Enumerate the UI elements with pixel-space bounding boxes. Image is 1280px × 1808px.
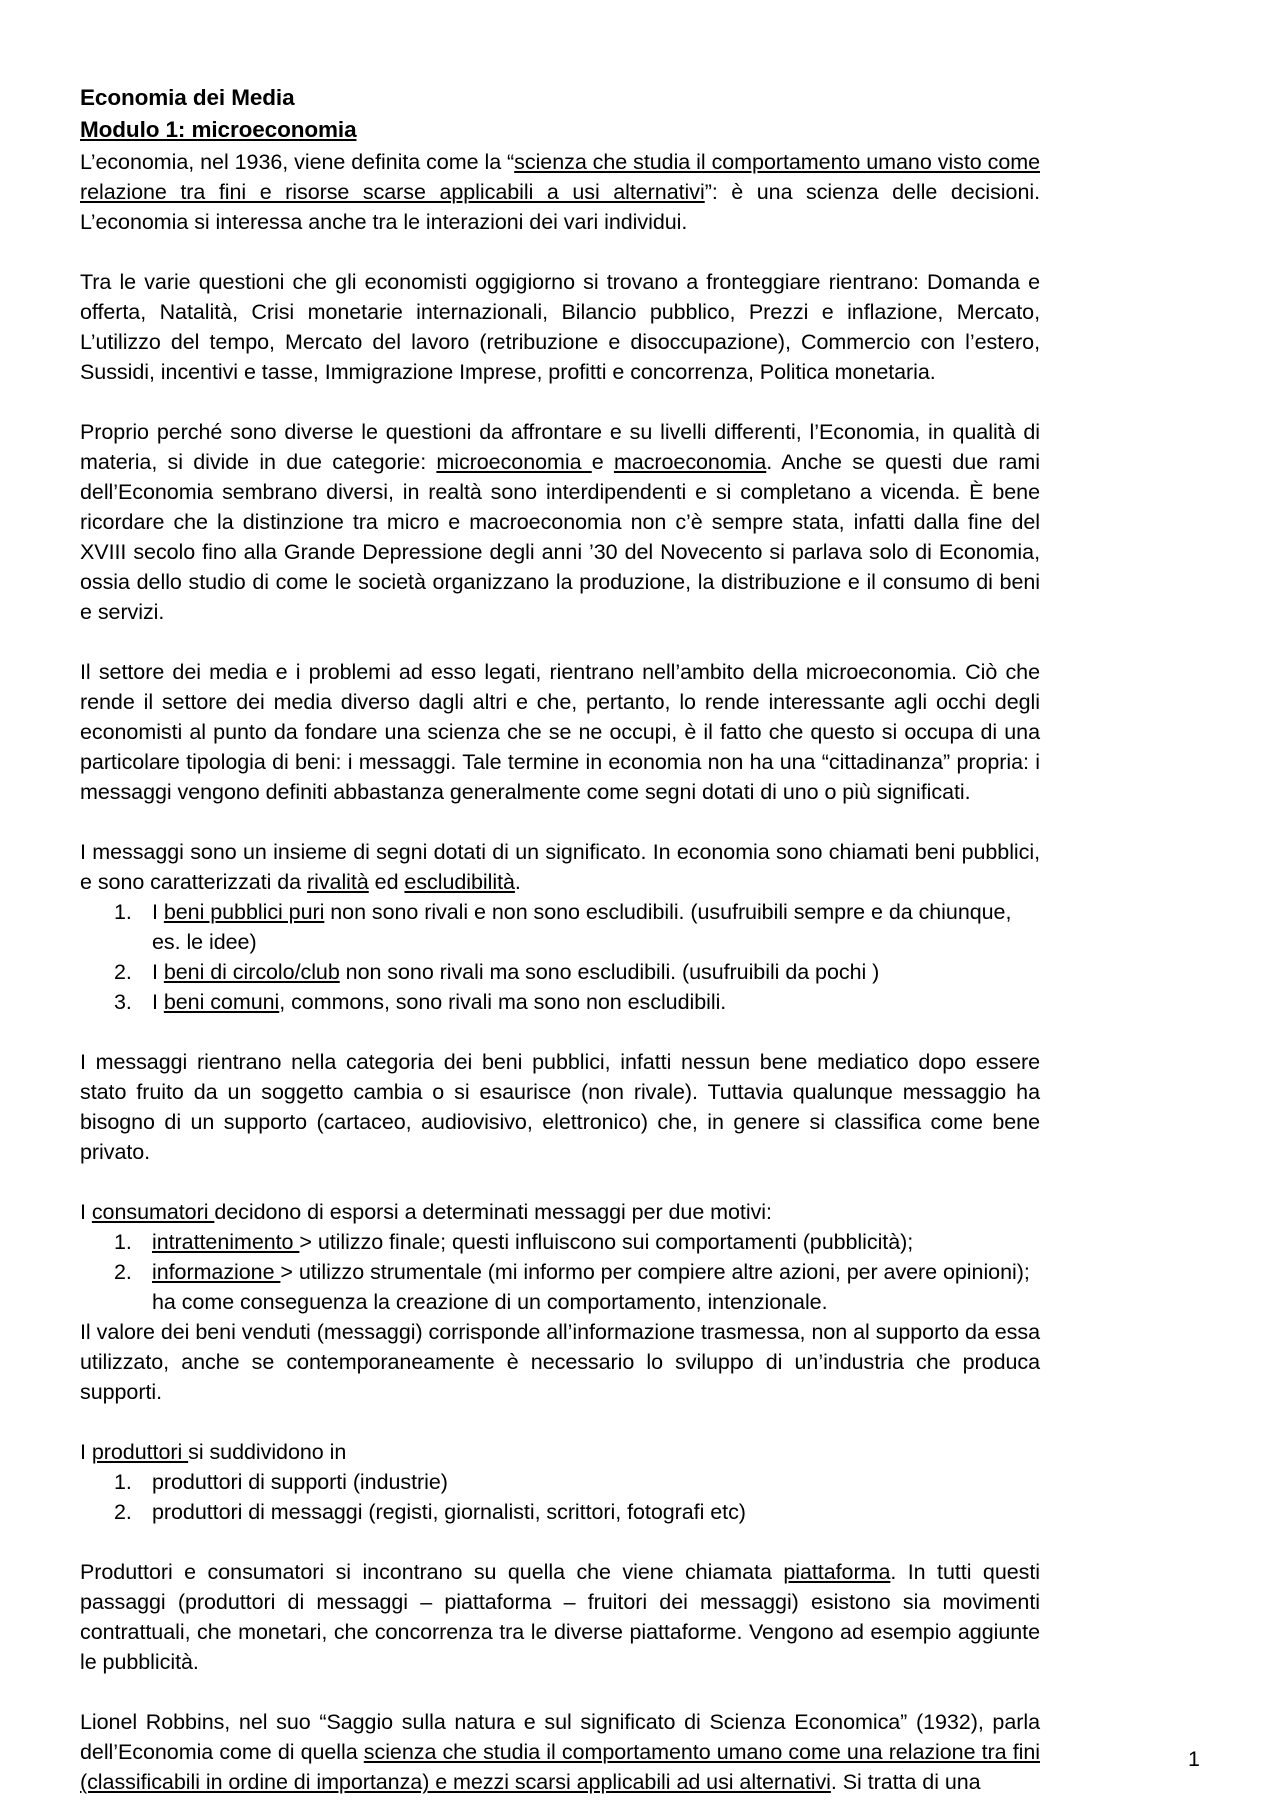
list-item <box>80 1497 1040 1527</box>
list-item <box>80 957 1040 987</box>
paragraph-categorie <box>80 417 1040 627</box>
paragraph-robbins-tail: . Si tratta di una <box>830 1770 981 1794</box>
spacer <box>80 1167 1040 1197</box>
term-microeconomia: microeconomia <box>436 450 592 474</box>
term-intrattenimento: intrattenimento <box>152 1230 300 1254</box>
term-consumatori: consumatori <box>91 1200 215 1224</box>
list-consumatori <box>80 1227 1040 1317</box>
list-item <box>80 1227 1040 1257</box>
paragraph-categorie-intro: Proprio perché sono diverse le questioni da affrontare e su livelli differenti, l’Economia, in qualità di materia, si divide in due categorie: <box>80 420 1040 474</box>
paragraph-categorie-tail: . Anche se questi due rami dell’Economia sembrano diversi, in realtà sono interdipendenti e si completano a vicenda. È bene ricordare che la distinzione tra micro e macroeconomia non c’è sempre stata, infatti dalla fine del XVIII secolo fino alla Grande Depressione degli anni ’30 del Novecento si parlava solo di Economia, ossia dello studio di come le società organizzano la produzione, la distribuzione e il consumo di beni e servizi. <box>80 450 1040 624</box>
page-number: 1 <box>1188 1747 1200 1771</box>
spacer <box>80 807 1040 837</box>
list-item-prefix: I <box>152 900 164 924</box>
spacer <box>80 1017 1040 1047</box>
list-item-text: > utilizzo strumentale (mi informo per compiere altre azioni, per avere opinioni); ha come conseguenza la creazione di un comportamento, intenzionale. <box>152 1260 1030 1314</box>
paragraph-produttori-prefix: I <box>80 1440 92 1464</box>
term-macroeconomia: macroeconomia <box>613 450 767 474</box>
term-piattaforma: piattaforma <box>783 1560 891 1584</box>
document-body <box>80 82 1040 1797</box>
paragraph-definition <box>80 147 1040 237</box>
list-item-text: produttori di supporti (industrie) <box>152 1470 448 1494</box>
list-item-text: > utilizzo finale; questi influiscono sui comportamenti (pubblicità); <box>299 1230 914 1254</box>
paragraph-messaggi-conj: ed <box>368 870 405 894</box>
paragraph-produttori-intro <box>80 1437 1040 1467</box>
paragraph-piattaforma-intro: Produttori e consumatori si incontrano su quella che viene chiamata <box>80 1560 784 1584</box>
term-beni-comuni: beni comuni <box>163 990 280 1014</box>
list-item-prefix: I <box>152 990 164 1014</box>
spacer <box>80 237 1040 267</box>
paragraph-consumatori-prefix: I <box>80 1200 92 1224</box>
spacer <box>80 1407 1040 1437</box>
paragraph-settore-media: Il settore dei media e i problemi ad esso legati, rientrano nell’ambito della microeconomia. Ciò che rende il settore dei media diverso dagli altri e che, pertanto, lo rende interessante agli occhi degli economisti al punto da fondare una scienza che se ne occupi, è il fatto che questo si occupa di una particolare tipologia di beni: i messaggi. Tale termine in economia non ha una “cittadinanza” propria: i messaggi vengono definiti abbastanza generalmente come segni dotati di uno o più significati. <box>80 660 1040 804</box>
spacer <box>80 627 1040 657</box>
paragraph-piattaforma-tail: . In tutti questi passaggi (produttori di messaggi – piattaforma – fruitori dei messaggi) esistono sia movimenti contrattuali, che monetari, che concorrenza tra le diverse piattaforme. Vengono ad esempio aggiunte le pubblicità. <box>80 1560 1040 1674</box>
paragraph-messaggi-intro: I messaggi sono un insieme di segni dotati di un significato. In economia sono chiamati beni pubblici, e sono caratterizzati da <box>80 840 1040 894</box>
paragraph-beni-pubblici: I messaggi rientrano nella categoria dei beni pubblici, infatti nessun bene mediatico dopo essere stato fruito da un soggetto cambia o si esaurisce (non rivale). Tuttavia qualunque messaggio ha bisogno di un supporto (cartaceo, audiovisivo, elettronico) che, in genere si classifica come bene privato. <box>80 1050 1040 1164</box>
paragraph-piattaforma <box>80 1557 1040 1677</box>
list-item-text: non sono rivali ma sono escludibili. (usufruibili da pochi ) <box>339 960 880 984</box>
list-item-prefix: I <box>152 960 164 984</box>
robbins-quote-underlined: scienza che studia il comportamento umano come una relazione tra fini (classificabili in ordine di importanza) e mezzi scarsi applicabili ad usi alternativi <box>80 1740 1040 1794</box>
term-beni-pubblici-puri: beni pubblici puri <box>163 900 325 924</box>
list-item <box>80 1467 1040 1497</box>
paragraph-messaggi-tail: . <box>514 870 521 894</box>
paragraph-robbins-intro: Lionel Robbins, nel suo “Saggio sulla natura e sul significato di Scienza Economica” (1932), parla dell’Economia come di quella <box>80 1710 1040 1764</box>
paragraph-consumatori-intro <box>80 1197 1040 1227</box>
paragraph-questioni: Tra le varie questioni che gli economisti oggigiorno si trovano a fronteggiare rientrano: Domanda e offerta, Natalità, Crisi monetarie internazionali, Bilancio pubblico, Prezzi e inflazione, Mercato, L’utilizzo del tempo, Mercato del lavoro (retribuzione e disoccupazione), Commercio con l’estero, Sussidi, incentivi e tasse, Immigrazione Imprese, profitti e concorrenza, Politica monetaria. <box>80 270 1040 384</box>
paragraph-definition-intro: L’economia, nel 1936, viene definita come la “ <box>80 150 515 174</box>
paragraph-robbins <box>80 1707 1040 1797</box>
term-escludibilita: escludibilità <box>404 870 515 894</box>
term-produttori: produttori <box>91 1440 189 1464</box>
list-item-text: , commons, sono rivali ma sono non escludibili. <box>279 990 727 1014</box>
term-rivalita: rivalità <box>307 870 369 894</box>
definition-quote-underlined: scienza che studia il comportamento umano visto come relazione tra fini e risorse scarse applicabili a usi alternativi <box>80 150 1040 204</box>
list-beni <box>80 897 1040 1017</box>
list-item <box>80 897 1040 957</box>
paragraph-definition-tail: ”: è una scienza delle decisioni. L’economia si interessa anche tra le interazioni dei vari individui. <box>80 180 1040 234</box>
module-heading: Modulo 1: microeconomia <box>80 117 357 142</box>
page-title: Economia dei Media <box>80 85 295 110</box>
list-item-text: non sono rivali e non sono escludibili. (usufruibili sempre e da chiunque, es. le idee) <box>152 900 1012 954</box>
term-beni-di-circolo-club: beni di circolo/club <box>163 960 340 984</box>
list-item <box>80 987 1040 1017</box>
spacer <box>80 1677 1040 1707</box>
list-item <box>80 1257 1040 1317</box>
paragraph-produttori-tail: si suddividono in <box>188 1440 347 1464</box>
paragraph-categorie-conj: e <box>591 450 614 474</box>
paragraph-valore-beni: Il valore dei beni venduti (messaggi) corrisponde all’informazione trasmessa, non al supporto da essa utilizzato, anche se contemporaneamente è necessario lo sviluppo di un’industria che produca supporti. <box>80 1320 1040 1404</box>
paragraph-messaggi-segni <box>80 837 1040 897</box>
list-item-text: produttori di messaggi (registi, giornalisti, scrittori, fotografi etc) <box>152 1500 746 1524</box>
spacer <box>80 387 1040 417</box>
spacer <box>80 1527 1040 1557</box>
list-produttori <box>80 1467 1040 1527</box>
term-informazione: informazione <box>152 1260 281 1284</box>
paragraph-consumatori-tail: decidono di esporsi a determinati messaggi per due motivi: <box>214 1200 772 1224</box>
